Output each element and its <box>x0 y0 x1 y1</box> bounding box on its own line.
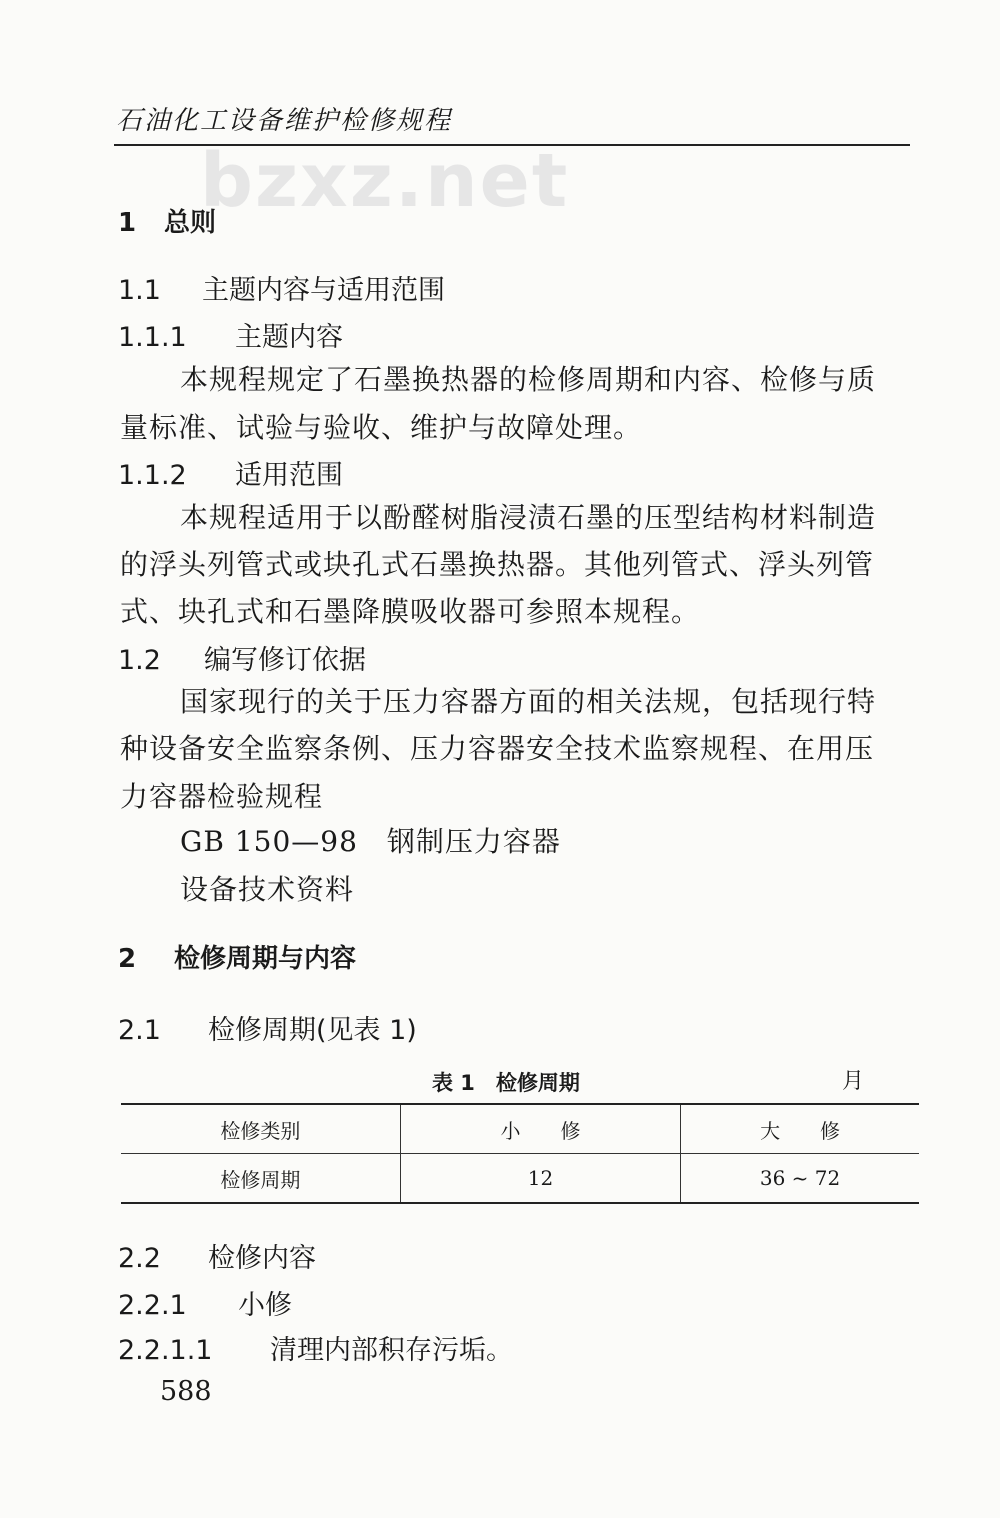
section-title: 主题内容 <box>235 322 343 353</box>
watermark: bzxz.net <box>200 138 570 224</box>
section-title: 检修周期(见表 1) <box>208 1015 417 1046</box>
table-header-row <box>121 1104 919 1154</box>
section-title: 编写修订依据 <box>204 645 366 676</box>
section-number: 1.1 <box>118 275 161 306</box>
page-number: 588 <box>160 1376 212 1407</box>
section-2-1-heading <box>118 1008 417 1047</box>
section-1-1-heading <box>118 268 445 307</box>
paragraph-line: 的浮头列管式或块孔式石墨换热器。其他列管式、浮头列管 <box>120 548 875 581</box>
table-caption: 表 1 检修周期 <box>432 1071 580 1095</box>
paragraph-line: 本规程适用于以酚醛树脂浸渍石墨的压型结构材料制造 <box>180 501 877 534</box>
paragraph-line: 本规程规定了石墨换热器的检修周期和内容、检修与质 <box>180 363 877 396</box>
section-1-heading <box>118 202 216 239</box>
reference-standard: GB 150—98 钢制压力容器 <box>180 825 561 858</box>
paragraph-line: 种设备安全监察条例、压力容器安全技术监察规程、在用压 <box>120 732 875 765</box>
maintenance-cycle-table <box>121 1103 919 1204</box>
paragraph-line: 力容器检验规程 <box>120 780 324 813</box>
section-title: 清理内部积存污垢。 <box>270 1335 513 1366</box>
paragraph-line: 量标准、试验与验收、维护与故障处理。 <box>120 411 643 444</box>
section-title: 检修周期与内容 <box>174 944 357 974</box>
section-title: 主题内容与适用范围 <box>202 275 445 306</box>
table-cell: 36 ~ 72 <box>681 1154 919 1204</box>
table-header-cell: 小 修 <box>400 1104 680 1154</box>
running-header: 石油化工设备维护检修规程 <box>116 106 453 136</box>
section-title: 检修内容 <box>208 1243 316 1274</box>
section-number: 2.1 <box>118 1015 161 1046</box>
section-1-1-1-heading <box>118 315 343 354</box>
table-cell: 检修周期 <box>121 1154 400 1204</box>
section-number: 1.2 <box>118 645 161 676</box>
paragraph-line: 国家现行的关于压力容器方面的相关法规，包括现行特 <box>180 685 877 718</box>
section-number: 1.1.2 <box>118 460 187 491</box>
table-row <box>121 1154 919 1204</box>
section-title: 适用范围 <box>235 460 343 491</box>
table-cell: 12 <box>400 1154 680 1204</box>
section-number: 2.2 <box>118 1243 161 1274</box>
section-number: 1.1.1 <box>118 322 187 353</box>
table-unit: 月 <box>842 1069 865 1094</box>
paragraph-line: 式、块孔式和石墨降膜吸收器可参照本规程。 <box>120 595 701 628</box>
section-title: 小修 <box>238 1290 292 1321</box>
section-2-2-1-heading <box>118 1283 292 1322</box>
section-title: 总则 <box>164 208 217 238</box>
section-number: 2 <box>118 944 137 974</box>
table-header-cell: 大 修 <box>681 1104 919 1154</box>
reference-docs: 设备技术资料 <box>180 873 355 906</box>
section-2-heading <box>118 938 356 975</box>
section-number: 2.2.1.1 <box>118 1335 213 1366</box>
section-2-2-heading <box>118 1236 316 1275</box>
section-2-2-1-1-heading <box>118 1328 513 1367</box>
section-number: 1 <box>118 208 137 238</box>
section-1-2-heading <box>118 638 366 677</box>
table-header-cell: 检修类别 <box>121 1104 400 1154</box>
section-number: 2.2.1 <box>118 1290 187 1321</box>
section-1-1-2-heading <box>118 453 343 492</box>
